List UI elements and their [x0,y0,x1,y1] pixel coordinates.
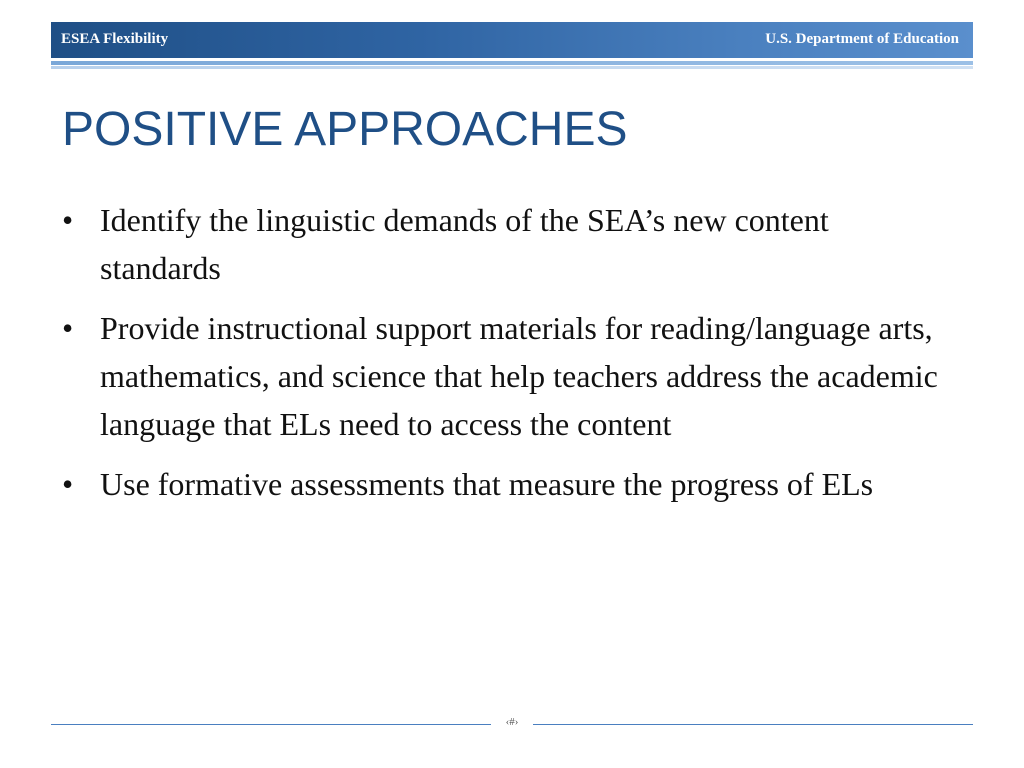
bullet-text: Identify the linguistic demands of the SEA’s new content standards [100,202,829,286]
header-accent-stripe-light [51,66,973,69]
header-agency-label: U.S. Department of Education [765,31,959,47]
page-number: ‹#› [505,716,519,728]
bullet-text: Use formative assessments that measure the progress of ELs [100,466,874,502]
bullet-dot-icon: • [62,310,74,346]
bullet-item [62,196,942,292]
footer-divider-left [51,724,491,725]
slide-title: POSITIVE APPROACHES [62,103,628,156]
bullet-item [62,460,942,508]
bullet-text: Provide instructional support materials for reading/language arts, mathematics, and science that help teachers address the academic language that ELs need to access the content [100,310,938,442]
header-bar [51,22,973,58]
footer-divider-right [533,724,973,725]
bullet-item [62,304,942,448]
header-program-label: ESEA Flexibility [61,31,169,47]
header-accent-stripe [51,61,973,65]
bullet-dot-icon: • [62,466,74,502]
bullet-list [62,196,942,520]
bullet-dot-icon: • [62,202,74,238]
